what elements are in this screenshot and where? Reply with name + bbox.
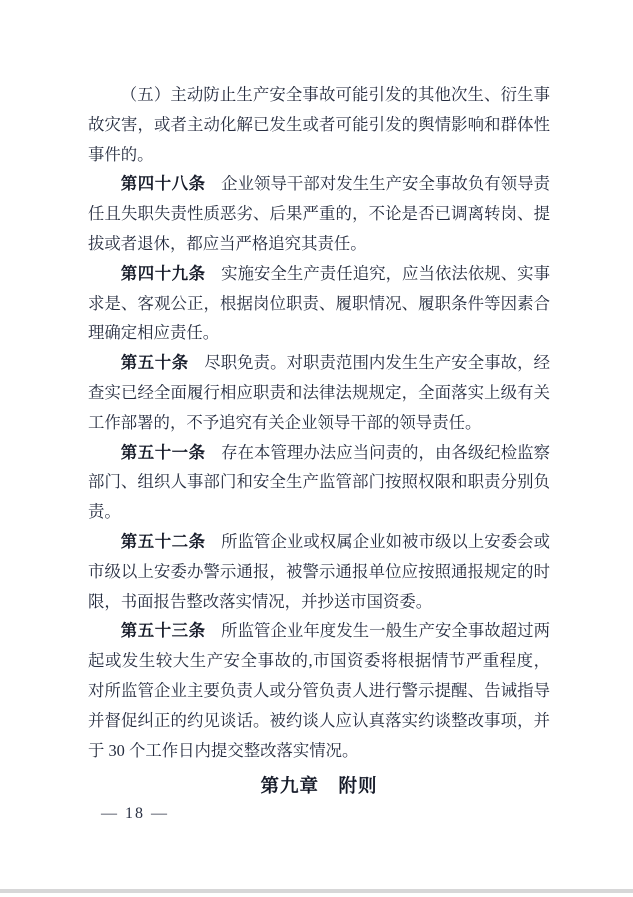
article-text: 存在本管理办法应当问责的，由各级纪检监察部门、组织人事部门和安全生产监管部门按照权限和职责分别负责。 (88, 442, 551, 522)
paragraph (88, 527, 550, 616)
article-text: 所监管企业年度发生一般生产安全事故超过两起或发生较大生产安全事故的,市国资委将根据情节严重程度，对所监管企业主要负责人或分管负责人进行警示提醒、告诫指导并督促纠正的约见谈话。被约谈人应认真落实约谈整改事项，并于 30 个工作日内提交整改落实情况。 (88, 621, 551, 760)
article-text: 实施安全生产责任追究，应当依法依规、实事求是、客观公正，根据岗位职责、履职情况、履职条件等因素合理确定相应责任。 (88, 263, 551, 343)
article-number: 第五十一条 (120, 442, 206, 462)
scan-edge-artifact (0, 889, 633, 893)
paragraph (88, 348, 550, 437)
article-number: 第四十九条 (120, 263, 206, 283)
article-number: 第五十三条 (120, 621, 206, 641)
article-number: 第四十八条 (120, 174, 206, 194)
paragraph (88, 616, 550, 765)
page-number: — 18 — (101, 805, 169, 822)
paragraph (88, 169, 550, 258)
paragraph (88, 259, 550, 348)
article-text: 所监管企业或权属企业如被市级以上安委会或市级以上安委办警示通报，被警示通报单位应按照通报规定的时限，书面报告整改落实情况，并抄送市国资委。 (88, 531, 551, 611)
article-text: 尽职免责。对职责范围内发生生产安全事故，经查实已经全面履行相应职责和法律法规规定，全面落实上级有关工作部署的，不予追究有关企业领导干部的领导责任。 (88, 353, 551, 432)
article-text: （五）主动防止生产安全事故可能引发的其他次生、衍生事故灾害，或者主动化解已发生或者可能引发的舆情影响和群体性事件的。 (88, 85, 550, 164)
article-number: 第五十二条 (120, 531, 206, 551)
article-number: 第五十条 (120, 353, 189, 373)
chapter-heading: 第九章 附则 (260, 777, 378, 798)
paragraph (88, 80, 550, 169)
paragraph (88, 438, 550, 527)
article-text: 企业领导干部对发生生产安全事故负有领导责任且失职失责性质恶劣、后果严重的，不论是否已调离转岗、提拔或者退休，都应当严格追究其责任。 (88, 174, 551, 253)
document-body (88, 80, 550, 803)
